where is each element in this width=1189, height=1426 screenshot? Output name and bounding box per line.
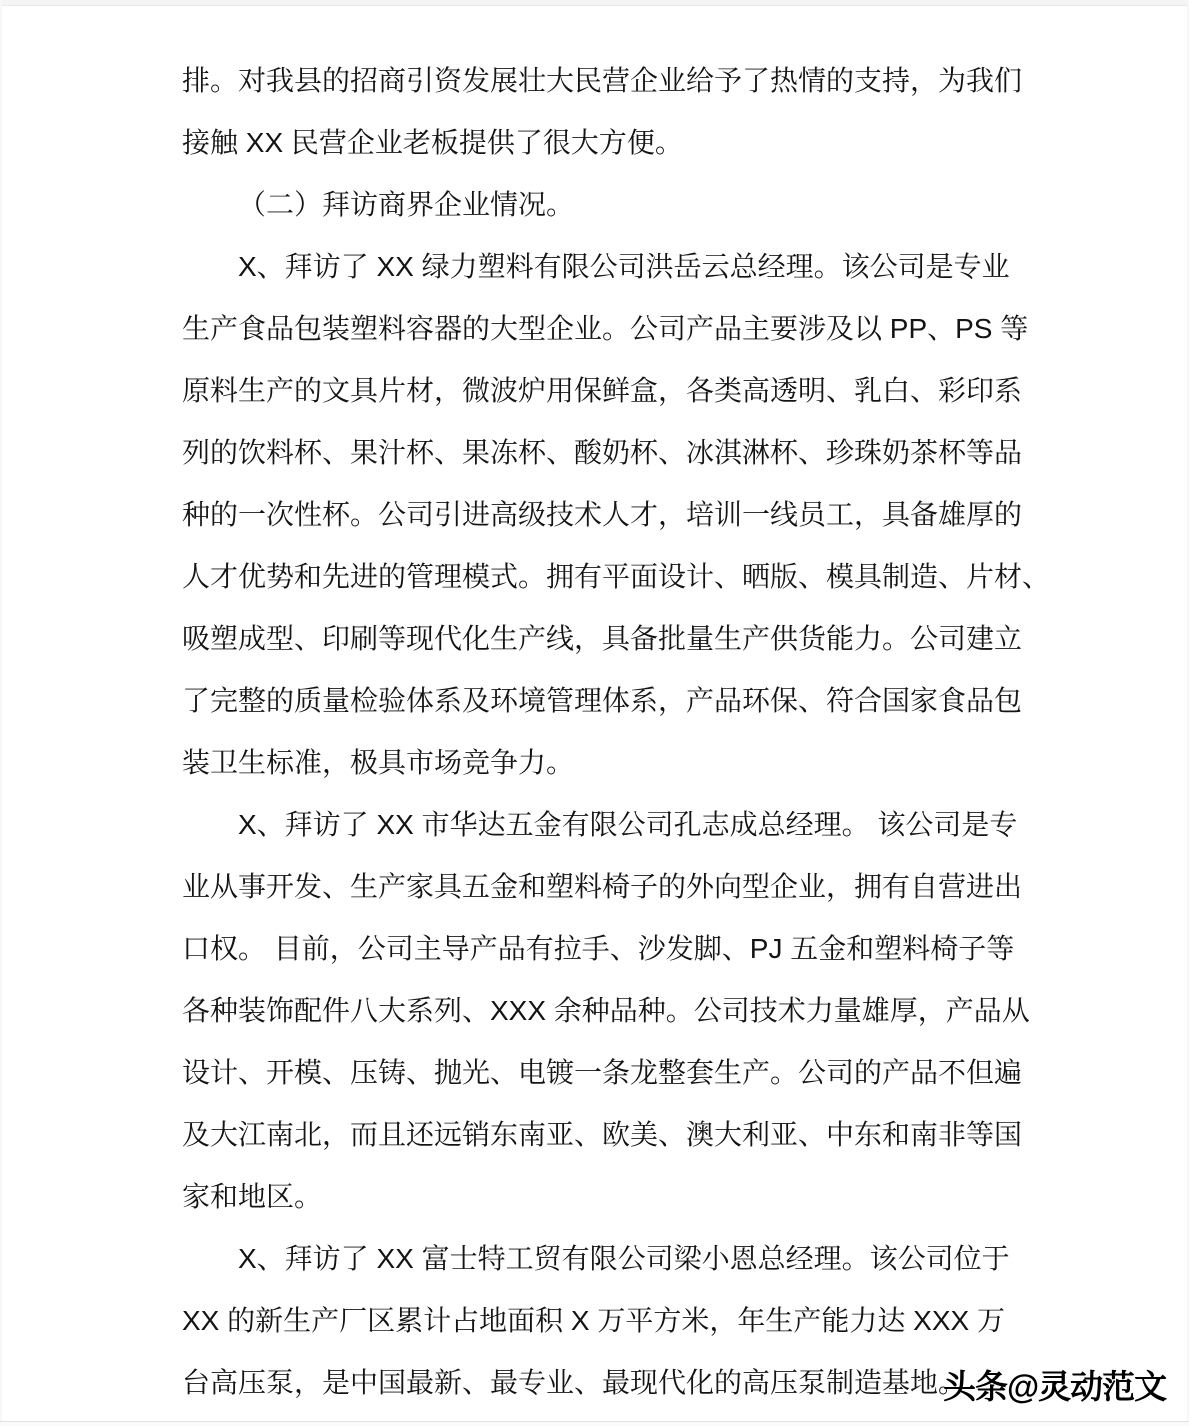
text-line: 原料生产的文具片材，微波炉用保鲜盒，各类高透明、乳白、彩印系 (182, 375, 1023, 406)
text-line: X、拜访了 XX 市华达五金有限公司孔志成总经理。 该公司是专 (238, 809, 1018, 840)
page-left-edge (0, 0, 2, 1425)
text-line: 及大江南北，而且还远销东南亚、欧美、澳大利亚、中东和南非等国 (182, 1119, 1023, 1150)
text-line: 业从事开发、生产家具五金和塑料椅子的外向型企业，拥有自营进出 (182, 871, 1023, 902)
text-line: 接触 XX 民营企业老板提供了很大方便。 (182, 127, 683, 158)
text-line: 台高压泵，是中国最新、最专业、最现代化的高压泵制造基地。 (182, 1367, 967, 1398)
text-line: 了完整的质量检验体系及环境管理体系，产品环保、符合国家食品包 (182, 685, 1023, 716)
page-bottom-edge (0, 1421, 1189, 1426)
text-line: 列的饮料杯、果汁杯、果冻杯、酸奶杯、冰淇淋杯、珍珠奶茶杯等品 (182, 437, 1023, 468)
document-text-block (182, 50, 1051, 1414)
text-line: 装卫生标准，极具市场竞争力。 (182, 747, 575, 778)
text-line: 人才优势和先进的管理模式。拥有平面设计、晒版、模具制造、片材、 (182, 561, 1051, 592)
text-line: 家和地区。 (182, 1181, 323, 1212)
text-line: 吸塑成型、印刷等现代化生产线，具备批量生产供货能力。公司建立 (182, 623, 1023, 654)
page-top-edge (0, 0, 1189, 6)
text-line: （二）拜访商界企业情况。 (238, 189, 575, 220)
text-line: XX 的新生产厂区累计占地面积 X 万平方米，年生产能力达 XXX 万 (182, 1305, 1005, 1336)
text-line: 口权。 目前，公司主导产品有拉手、沙发脚、PJ 五金和塑料椅子等 (182, 933, 1015, 964)
text-line: 种的一次性杯。公司引进高级技术人才，培训一线员工，具备雄厚的 (182, 499, 1023, 530)
watermark: 头条@灵动范文 (943, 1368, 1167, 1405)
text-line: 各种装饰配件八大系列、XXX 余种品种。公司技术力量雄厚，产品从 (182, 995, 1030, 1026)
text-line: X、拜访了 XX 绿力塑料有限公司洪岳云总经理。该公司是专业 (238, 251, 1010, 282)
text-line: 设计、开模、压铸、抛光、电镀一条龙整套生产。公司的产品不但遍 (182, 1057, 1023, 1088)
text-line: 排。对我县的招商引资发展壮大民营企业给予了热情的支持，为我们 (182, 65, 1023, 96)
text-line: 生产食品包装塑料容器的大型企业。公司产品主要涉及以 PP、PS 等 (182, 313, 1029, 344)
text-line: X、拜访了 XX 富士特工贸有限公司梁小恩总经理。该公司位于 (238, 1243, 1010, 1274)
